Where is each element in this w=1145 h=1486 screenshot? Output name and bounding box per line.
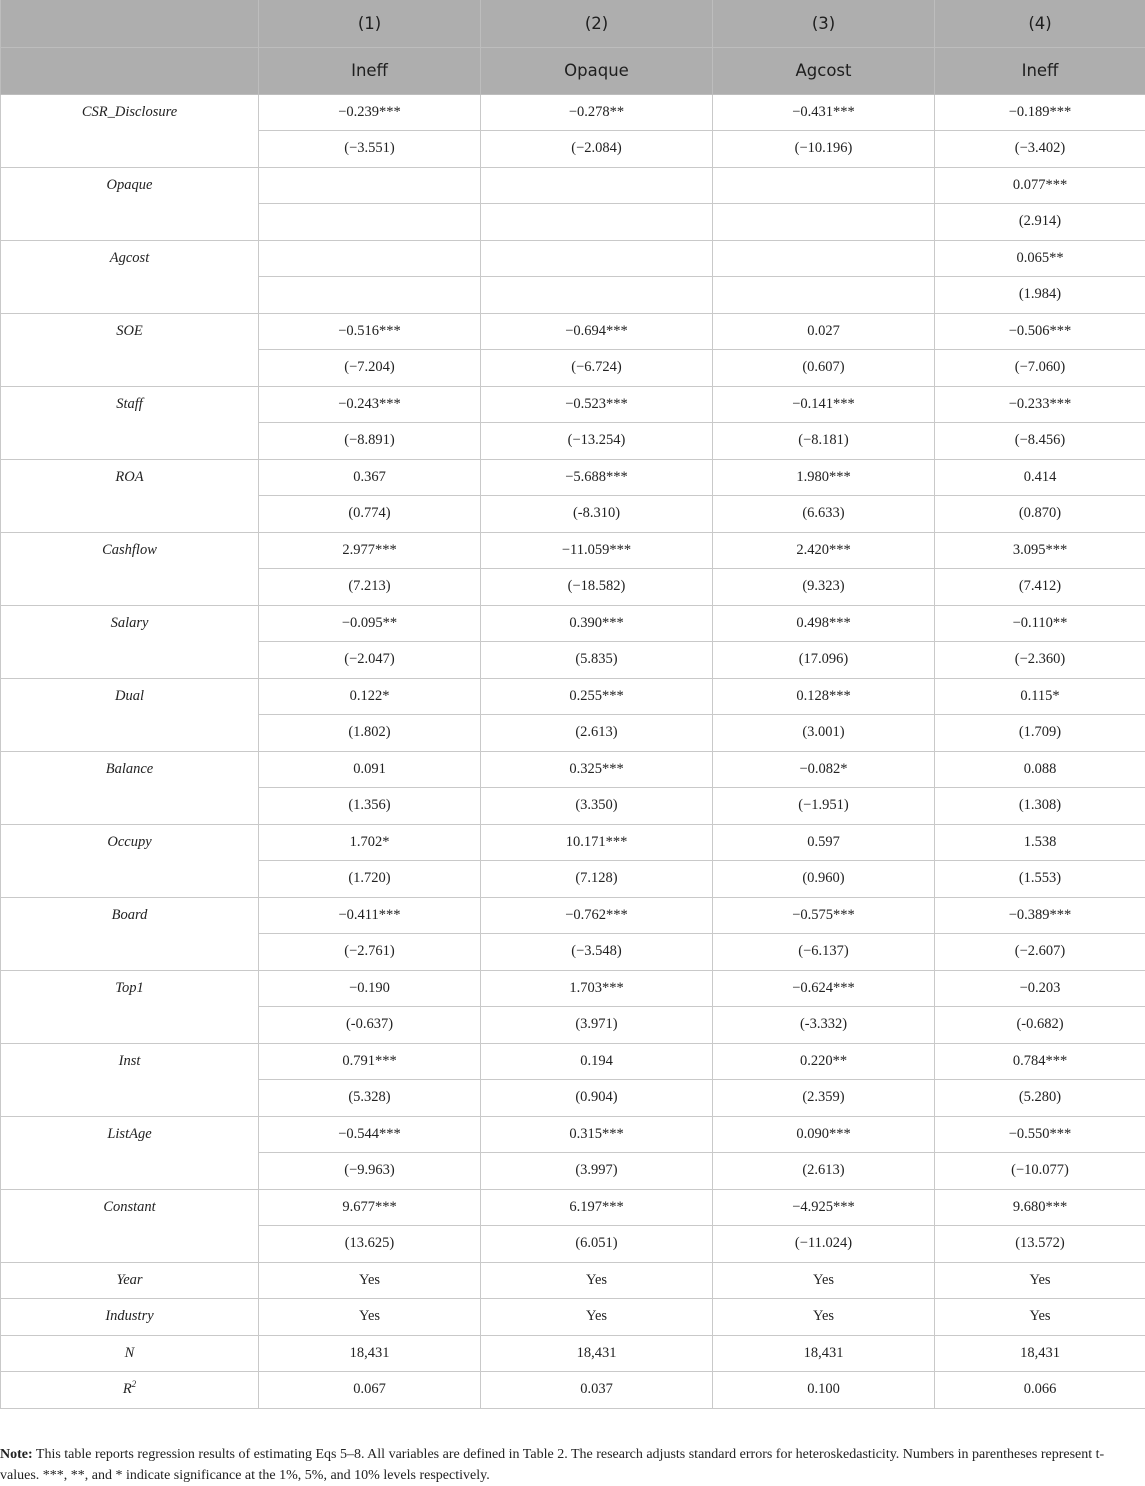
dependent-var: Opaque bbox=[481, 47, 713, 94]
coef-cell: 0.077*** bbox=[935, 167, 1145, 204]
variable-name: SOE bbox=[1, 313, 259, 386]
t-value-cell: (−9.963) bbox=[259, 1153, 481, 1190]
t-value-cell: (−13.254) bbox=[481, 423, 713, 460]
coef-cell: 0.090*** bbox=[713, 1116, 935, 1153]
stat-cell: Yes bbox=[935, 1262, 1145, 1299]
coef-row bbox=[1, 970, 1145, 1007]
variable-name: ROA bbox=[1, 459, 259, 532]
coef-cell: 0.115* bbox=[935, 678, 1145, 715]
coef-cell: −0.624*** bbox=[713, 970, 935, 1007]
t-value-cell: (9.323) bbox=[713, 569, 935, 606]
coef-row bbox=[1, 1043, 1145, 1080]
coef-cell bbox=[259, 167, 481, 204]
t-value-cell: (2.359) bbox=[713, 1080, 935, 1117]
coef-cell: −0.506*** bbox=[935, 313, 1145, 350]
stat-row bbox=[1, 1335, 1145, 1372]
coef-cell: 1.980*** bbox=[713, 459, 935, 496]
coef-cell: 0.315*** bbox=[481, 1116, 713, 1153]
coef-cell: −0.389*** bbox=[935, 897, 1145, 934]
dependent-var: Agcost bbox=[713, 47, 935, 94]
coef-cell: 0.091 bbox=[259, 751, 481, 788]
t-value-cell: (2.914) bbox=[935, 204, 1145, 241]
t-value-cell: (−8.181) bbox=[713, 423, 935, 460]
stat-cell: Yes bbox=[259, 1262, 481, 1299]
t-value-cell: (−18.582) bbox=[481, 569, 713, 606]
stat-cell: 0.067 bbox=[259, 1372, 481, 1409]
coef-cell: −0.431*** bbox=[713, 94, 935, 131]
t-value-cell: (2.613) bbox=[713, 1153, 935, 1190]
t-value-cell: (−11.024) bbox=[713, 1226, 935, 1263]
coef-cell: 2.420*** bbox=[713, 532, 935, 569]
coef-cell: 0.220** bbox=[713, 1043, 935, 1080]
t-value-cell: (5.328) bbox=[259, 1080, 481, 1117]
stat-cell: 18,431 bbox=[713, 1335, 935, 1372]
coef-cell bbox=[259, 240, 481, 277]
t-value-cell: (1.802) bbox=[259, 715, 481, 752]
coef-row bbox=[1, 167, 1145, 204]
t-value-cell: (−3.402) bbox=[935, 131, 1145, 168]
variable-name: CSR_Disclosure bbox=[1, 94, 259, 167]
coef-cell: −0.095** bbox=[259, 605, 481, 642]
coef-cell: −0.762*** bbox=[481, 897, 713, 934]
variable-name: Staff bbox=[1, 386, 259, 459]
stat-row bbox=[1, 1262, 1145, 1299]
coef-cell: 9.677*** bbox=[259, 1189, 481, 1226]
coef-cell: 0.027 bbox=[713, 313, 935, 350]
stat-name bbox=[1, 1262, 259, 1299]
model-number: (1) bbox=[259, 0, 481, 47]
coef-cell: −0.575*** bbox=[713, 897, 935, 934]
table-header bbox=[1, 0, 1145, 94]
t-value-cell: (−2.047) bbox=[259, 642, 481, 679]
note-label: Note: bbox=[0, 1447, 33, 1462]
stat-cell: 0.066 bbox=[935, 1372, 1145, 1409]
t-value-cell: (7.412) bbox=[935, 569, 1145, 606]
header-corner bbox=[1, 47, 259, 94]
t-value-cell: (1.308) bbox=[935, 788, 1145, 825]
model-number: (2) bbox=[481, 0, 713, 47]
stat-cell: 18,431 bbox=[481, 1335, 713, 1372]
t-value-cell: (3.350) bbox=[481, 788, 713, 825]
stat-cell: Yes bbox=[935, 1299, 1145, 1336]
coef-cell: −0.110** bbox=[935, 605, 1145, 642]
stat-name bbox=[1, 1372, 259, 1409]
coef-row bbox=[1, 897, 1145, 934]
t-value-cell: (0.607) bbox=[713, 350, 935, 387]
coef-cell: 0.088 bbox=[935, 751, 1145, 788]
variable-name: ListAge bbox=[1, 1116, 259, 1189]
coef-cell: −0.544*** bbox=[259, 1116, 481, 1153]
coef-row bbox=[1, 459, 1145, 496]
t-value-cell: (7.128) bbox=[481, 861, 713, 898]
t-value-cell: (−8.891) bbox=[259, 423, 481, 460]
stat-name bbox=[1, 1335, 259, 1372]
t-value-cell: (13.572) bbox=[935, 1226, 1145, 1263]
coef-cell: 1.702* bbox=[259, 824, 481, 861]
stat-name bbox=[1, 1299, 259, 1336]
dependent-var-row bbox=[1, 47, 1145, 94]
header-corner bbox=[1, 0, 259, 47]
t-value-cell: (-8.310) bbox=[481, 496, 713, 533]
coef-cell: −0.189*** bbox=[935, 94, 1145, 131]
table-note bbox=[0, 1444, 1140, 1486]
coef-cell: 0.325*** bbox=[481, 751, 713, 788]
t-value-cell bbox=[481, 204, 713, 241]
stat-cell: Yes bbox=[713, 1299, 935, 1336]
variable-name: Salary bbox=[1, 605, 259, 678]
model-number: (4) bbox=[935, 0, 1145, 47]
coef-cell: −0.239*** bbox=[259, 94, 481, 131]
dependent-var: Ineff bbox=[259, 47, 481, 94]
t-value-cell: (−3.551) bbox=[259, 131, 481, 168]
t-value-cell: (−2.607) bbox=[935, 934, 1145, 971]
t-value-cell: (7.213) bbox=[259, 569, 481, 606]
dependent-var: Ineff bbox=[935, 47, 1145, 94]
coef-cell: −0.141*** bbox=[713, 386, 935, 423]
coef-row bbox=[1, 751, 1145, 788]
coef-cell: 10.171*** bbox=[481, 824, 713, 861]
coef-cell: 0.128*** bbox=[713, 678, 935, 715]
t-value-cell: (−8.456) bbox=[935, 423, 1145, 460]
coef-cell bbox=[713, 240, 935, 277]
t-value-cell: (1.356) bbox=[259, 788, 481, 825]
stat-cell: Yes bbox=[481, 1262, 713, 1299]
t-value-cell: (2.613) bbox=[481, 715, 713, 752]
t-value-cell: (−2.084) bbox=[481, 131, 713, 168]
stat-cell: Yes bbox=[259, 1299, 481, 1336]
coef-cell: −4.925*** bbox=[713, 1189, 935, 1226]
coef-cell bbox=[481, 167, 713, 204]
coef-cell: −11.059*** bbox=[481, 532, 713, 569]
coef-cell: −0.233*** bbox=[935, 386, 1145, 423]
t-value-cell: (−10.196) bbox=[713, 131, 935, 168]
variable-name: Occupy bbox=[1, 824, 259, 897]
stat-cell: Yes bbox=[713, 1262, 935, 1299]
coef-cell: −0.190 bbox=[259, 970, 481, 1007]
coef-row bbox=[1, 605, 1145, 642]
variable-name: Cashflow bbox=[1, 532, 259, 605]
t-value-cell: (5.280) bbox=[935, 1080, 1145, 1117]
variable-name: Constant bbox=[1, 1189, 259, 1262]
stat-label: Year bbox=[116, 1272, 142, 1288]
t-value-cell: (13.625) bbox=[259, 1226, 481, 1263]
t-value-cell: (0.960) bbox=[713, 861, 935, 898]
t-value-cell: (5.835) bbox=[481, 642, 713, 679]
model-number: (3) bbox=[713, 0, 935, 47]
t-value-cell: (6.633) bbox=[713, 496, 935, 533]
stat-cell: 0.037 bbox=[481, 1372, 713, 1409]
coef-cell: 0.784*** bbox=[935, 1043, 1145, 1080]
stat-superscript: 2 bbox=[132, 1379, 137, 1389]
coef-cell bbox=[713, 167, 935, 204]
t-value-cell: (-0.637) bbox=[259, 1007, 481, 1044]
variable-name: Inst bbox=[1, 1043, 259, 1116]
t-value-cell: (3.971) bbox=[481, 1007, 713, 1044]
t-value-cell: (1.984) bbox=[935, 277, 1145, 314]
coef-cell: 6.197*** bbox=[481, 1189, 713, 1226]
variable-name: Dual bbox=[1, 678, 259, 751]
coef-cell: 0.414 bbox=[935, 459, 1145, 496]
coef-cell: −0.411*** bbox=[259, 897, 481, 934]
coef-cell: 9.680*** bbox=[935, 1189, 1145, 1226]
coef-cell: −0.516*** bbox=[259, 313, 481, 350]
t-value-cell: (6.051) bbox=[481, 1226, 713, 1263]
coef-cell bbox=[481, 240, 713, 277]
stat-label: Industry bbox=[105, 1308, 153, 1324]
model-number-row bbox=[1, 0, 1145, 47]
variable-name: Balance bbox=[1, 751, 259, 824]
coef-cell: 0.597 bbox=[713, 824, 935, 861]
coef-cell: −0.523*** bbox=[481, 386, 713, 423]
t-value-cell: (−1.951) bbox=[713, 788, 935, 825]
t-value-cell: (−10.077) bbox=[935, 1153, 1145, 1190]
t-value-cell: (1.720) bbox=[259, 861, 481, 898]
stat-label: R bbox=[123, 1381, 132, 1397]
variable-name: Opaque bbox=[1, 167, 259, 240]
coef-row bbox=[1, 1116, 1145, 1153]
t-value-cell: (−6.137) bbox=[713, 934, 935, 971]
coef-row bbox=[1, 532, 1145, 569]
t-value-cell bbox=[481, 277, 713, 314]
t-value-cell: (-3.332) bbox=[713, 1007, 935, 1044]
variable-name: Board bbox=[1, 897, 259, 970]
coef-cell: 0.255*** bbox=[481, 678, 713, 715]
t-value-cell bbox=[259, 204, 481, 241]
coef-cell: 2.977*** bbox=[259, 532, 481, 569]
variable-name: Top1 bbox=[1, 970, 259, 1043]
t-value-cell: (0.904) bbox=[481, 1080, 713, 1117]
stat-cell: 0.100 bbox=[713, 1372, 935, 1409]
coef-cell: 0.390*** bbox=[481, 605, 713, 642]
t-value-cell bbox=[713, 277, 935, 314]
coef-cell: 0.122* bbox=[259, 678, 481, 715]
coef-cell: 1.703*** bbox=[481, 970, 713, 1007]
t-value-cell: (0.774) bbox=[259, 496, 481, 533]
stat-cell: Yes bbox=[481, 1299, 713, 1336]
stat-cell: 18,431 bbox=[259, 1335, 481, 1372]
t-value-cell bbox=[259, 277, 481, 314]
t-value-cell: (1.709) bbox=[935, 715, 1145, 752]
t-value-cell: (−7.060) bbox=[935, 350, 1145, 387]
coef-row bbox=[1, 1189, 1145, 1226]
stat-row bbox=[1, 1372, 1145, 1409]
coef-cell: 3.095*** bbox=[935, 532, 1145, 569]
t-value-cell: (1.553) bbox=[935, 861, 1145, 898]
stat-cell: 18,431 bbox=[935, 1335, 1145, 1372]
t-value-cell: (3.997) bbox=[481, 1153, 713, 1190]
coef-cell: −0.243*** bbox=[259, 386, 481, 423]
coef-row bbox=[1, 313, 1145, 350]
t-value-cell: (3.001) bbox=[713, 715, 935, 752]
coef-cell: 0.367 bbox=[259, 459, 481, 496]
t-value-cell: (0.870) bbox=[935, 496, 1145, 533]
t-value-cell: (17.096) bbox=[713, 642, 935, 679]
coef-row bbox=[1, 678, 1145, 715]
coef-row bbox=[1, 94, 1145, 131]
coef-cell: 0.065** bbox=[935, 240, 1145, 277]
t-value-cell: (−2.360) bbox=[935, 642, 1145, 679]
table-body bbox=[1, 94, 1145, 1408]
coef-cell: 0.498*** bbox=[713, 605, 935, 642]
t-value-cell: (−2.761) bbox=[259, 934, 481, 971]
coef-cell: −0.550*** bbox=[935, 1116, 1145, 1153]
coef-cell: −0.694*** bbox=[481, 313, 713, 350]
coef-row bbox=[1, 386, 1145, 423]
coef-cell: 0.194 bbox=[481, 1043, 713, 1080]
coef-row bbox=[1, 240, 1145, 277]
t-value-cell: (-0.682) bbox=[935, 1007, 1145, 1044]
coef-cell: −0.082* bbox=[713, 751, 935, 788]
t-value-cell bbox=[713, 204, 935, 241]
coef-cell: −0.278** bbox=[481, 94, 713, 131]
coef-cell: −5.688*** bbox=[481, 459, 713, 496]
coef-cell: 0.791*** bbox=[259, 1043, 481, 1080]
coef-row bbox=[1, 824, 1145, 861]
stat-row bbox=[1, 1299, 1145, 1336]
variable-name: Agcost bbox=[1, 240, 259, 313]
t-value-cell: (−7.204) bbox=[259, 350, 481, 387]
stat-label: N bbox=[125, 1345, 135, 1361]
t-value-cell: (−3.548) bbox=[481, 934, 713, 971]
t-value-cell: (−6.724) bbox=[481, 350, 713, 387]
coef-cell: −0.203 bbox=[935, 970, 1145, 1007]
coef-cell: 1.538 bbox=[935, 824, 1145, 861]
note-text: This table reports regression results of estimating Eqs 5–8. All variables are defined in Table 2. The research adjusts standard errors for heteroskedasticity. Numbers in parentheses represent t-values. ***, **, and * indicate significance at the 1%, 5%, and 10% levels respectively. bbox=[0, 1447, 1104, 1483]
